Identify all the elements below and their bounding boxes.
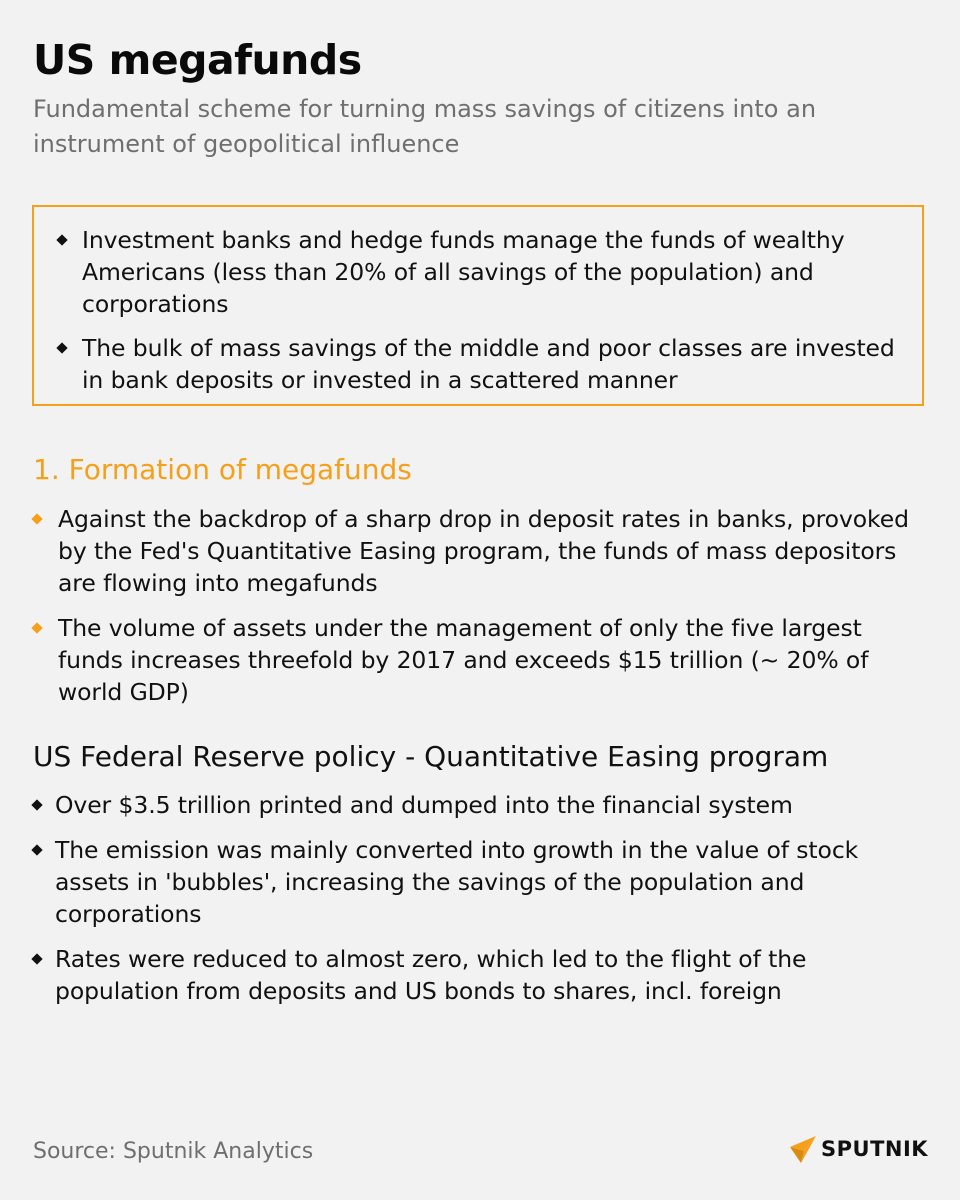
list-item <box>33 943 933 1007</box>
list-item <box>58 332 908 396</box>
sputnik-logo-icon <box>787 1134 817 1164</box>
diamond-bullet-icon <box>31 844 42 855</box>
section-list <box>33 789 933 1007</box>
page-title: US megafunds <box>33 36 362 84</box>
diamond-bullet-icon <box>56 342 67 353</box>
source-note: Source: Sputnik Analytics <box>33 1139 314 1164</box>
page-subtitle: Fundamental scheme for turning mass savings of citizens into an instrument of geopolitical influence <box>33 95 817 158</box>
diamond-bullet-icon <box>31 622 42 633</box>
list-item-text: The volume of assets under the management of only the five largest funds increases threefold by 2017 and exceeds $15 trillion (~ 20% of world GDP) <box>58 614 869 706</box>
sputnik-logo <box>787 1134 928 1164</box>
sputnik-logo-text: SPUTNIK <box>821 1137 929 1161</box>
section-list <box>33 503 933 708</box>
diamond-bullet-icon <box>56 234 67 245</box>
section-heading: 1. Formation of megafunds <box>33 453 412 486</box>
diamond-bullet-icon <box>31 799 42 810</box>
section-heading: US Federal Reserve policy - Quantitative Easing program <box>33 740 829 773</box>
callout-list <box>58 224 908 396</box>
list-item <box>33 612 933 708</box>
list-item <box>58 224 908 320</box>
list-item-text: The emission was mainly converted into growth in the value of stock assets in 'bubbles', increasing the savings of the population and corporations <box>55 836 859 928</box>
list-item <box>33 503 933 599</box>
list-item <box>33 834 933 930</box>
list-item-text: Investment banks and hedge funds manage the funds of wealthy Americans (less than 20% of all savings of the population) and corporations <box>82 226 845 318</box>
list-item-text: Rates were reduced to almost zero, which led to the flight of the population from deposits and US bonds to shares, incl. foreign <box>55 945 807 1005</box>
callout-box <box>32 205 924 406</box>
diamond-bullet-icon <box>31 513 42 524</box>
list-item <box>33 789 933 821</box>
list-item-text: Over $3.5 trillion printed and dumped into the financial system <box>55 791 793 819</box>
list-item-text: The bulk of mass savings of the middle and poor classes are invested in bank deposits or invested in a scattered manner <box>82 334 895 394</box>
list-item-text: Against the backdrop of a sharp drop in deposit rates in banks, provoked by the Fed's Quantitative Easing program, the funds of mass depositors are flowing into megafunds <box>58 505 909 597</box>
diamond-bullet-icon <box>31 953 42 964</box>
